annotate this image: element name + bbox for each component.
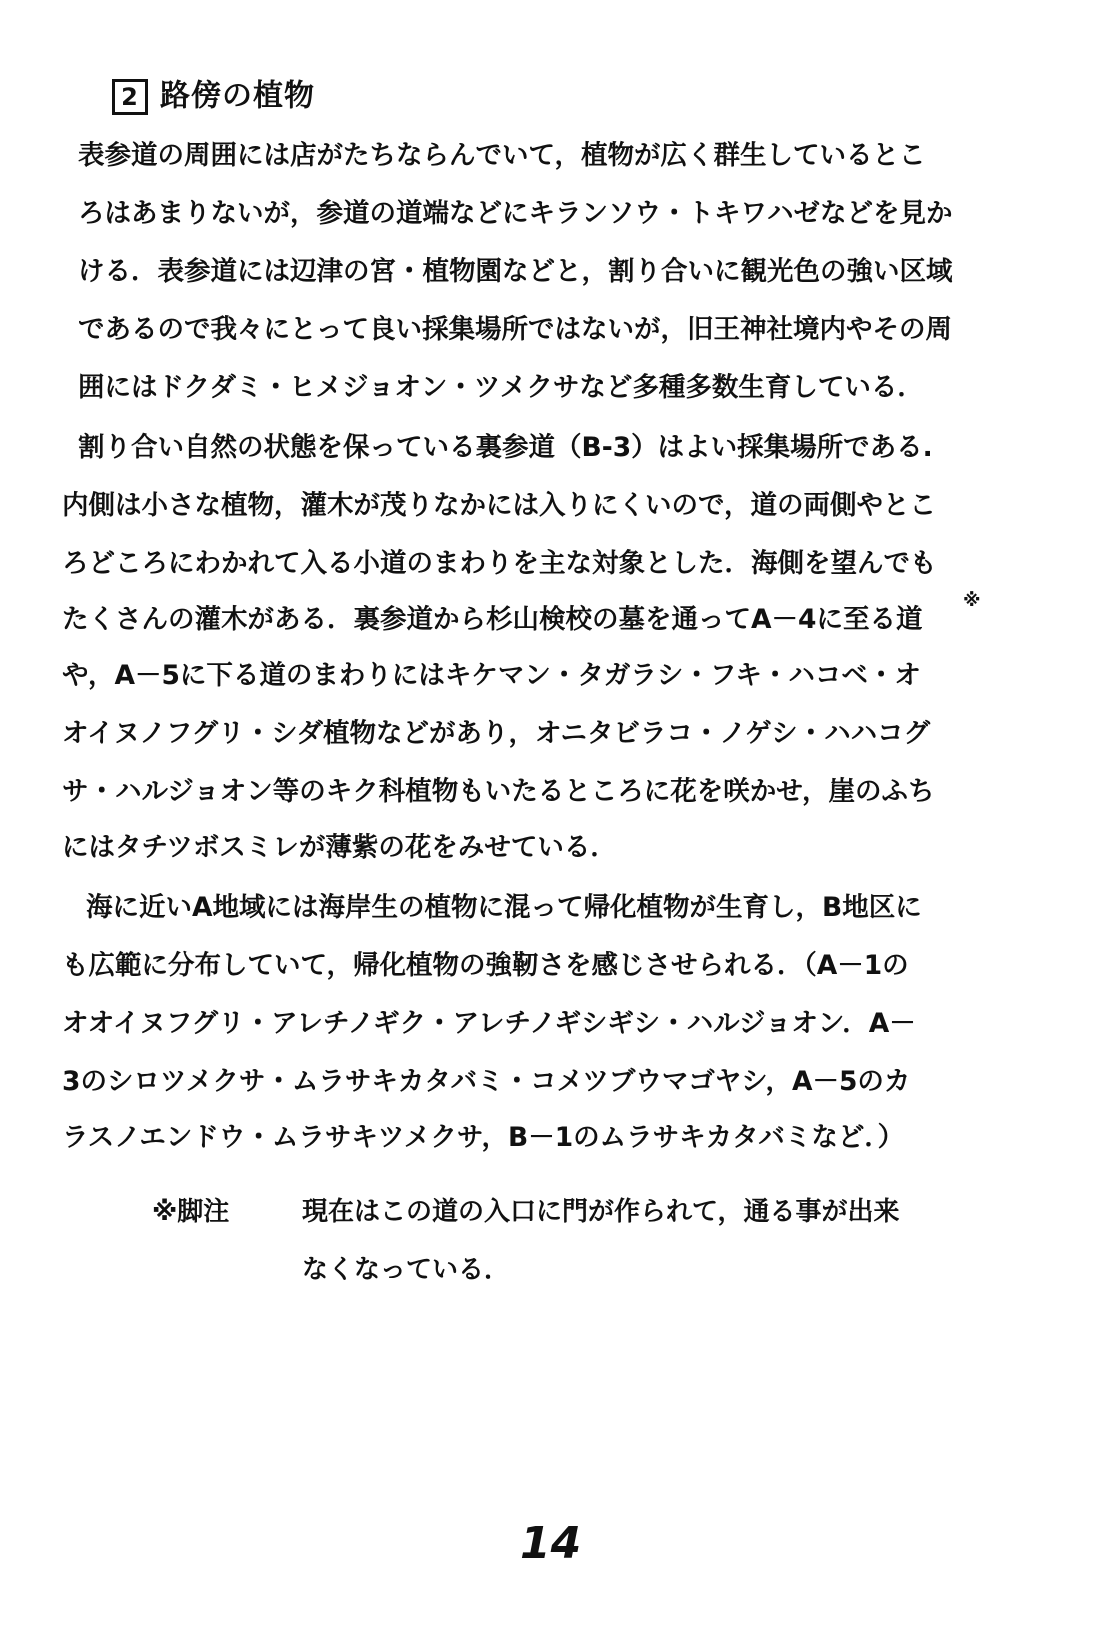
body-line: ラスノエンドウ・ムラサキツメクサ，B－1のムラサキカタバミなど．） <box>62 1122 905 1153</box>
body-line: 3のシロツメクサ・ムラサキカタバミ・コメツブウマゴヤシ，A－5のカ <box>62 1066 911 1097</box>
body-line: も広範に分布していて，帰化植物の強靭さを感じさせられる．（A－1の <box>62 950 909 981</box>
body-line: 内側は小さな植物，灌木が茂りなかには入りにくいので，道の両側やとこ <box>62 490 936 521</box>
body-line: ろどころにわかれて入る小道のまわりを主な対象とした．海側を望んでも <box>62 548 937 579</box>
body-line: たくさんの灌木がある．裏参道から杉山検校の墓を通ってA－4に至る道 <box>62 604 923 635</box>
section-number-box: 2 <box>112 79 148 115</box>
body-line: ける．表参道には辺津の宮・植物園などと，割り合いに観光色の強い区域 <box>78 256 953 287</box>
body-line: オイヌノフグリ・シダ植物などがあり，オニタビラコ・ノゲシ・ハハコグ <box>62 718 931 749</box>
footnote-label: ※脚注 <box>152 1197 230 1227</box>
body-line: オオイヌフグリ・アレチノギク・アレチノギシギシ・ハルジョオン．A－ <box>62 1008 916 1039</box>
footnote-line: 現在はこの道の入口に門が作られて，通る事が出来 <box>302 1197 900 1227</box>
body-line: にはタチツボスミレが薄紫の花をみせている． <box>62 832 617 863</box>
body-line: ろはあまりないが，参道の道端などにキランソウ・トキワハゼなどを見か <box>78 198 953 229</box>
page-number: 14 <box>520 1518 582 1569</box>
body-line: サ・ハルジョオン等のキク科植物もいたるところに花を咲かせ，崖のふち <box>62 776 935 807</box>
body-line: 表参道の周囲には店がたちならんでいて，植物が広く群生しているとこ <box>78 140 926 171</box>
body-line: 海に近いA地域には海岸生の植物に混って帰化植物が生育し，B地区に <box>86 892 922 923</box>
body-line: であるので我々にとって良い採集場所ではないが，旧王神社境内やその周 <box>78 314 952 345</box>
body-line: 囲にはドクダミ・ヒメジョオン・ツメクサなど多種多数生育している． <box>78 372 924 403</box>
footnote-marker: ※ <box>963 590 981 611</box>
section-title: 路傍の植物 <box>160 78 315 114</box>
body-line: 割り合い自然の状態を保っている裏参道（B-3）はよい採集場所である. <box>78 432 933 463</box>
section-heading <box>112 76 315 117</box>
body-line: や，A－5に下る道のまわりにはキケマン・タガラシ・フキ・ハコベ・オ <box>62 660 921 691</box>
footnote-line: なくなっている． <box>302 1255 511 1285</box>
